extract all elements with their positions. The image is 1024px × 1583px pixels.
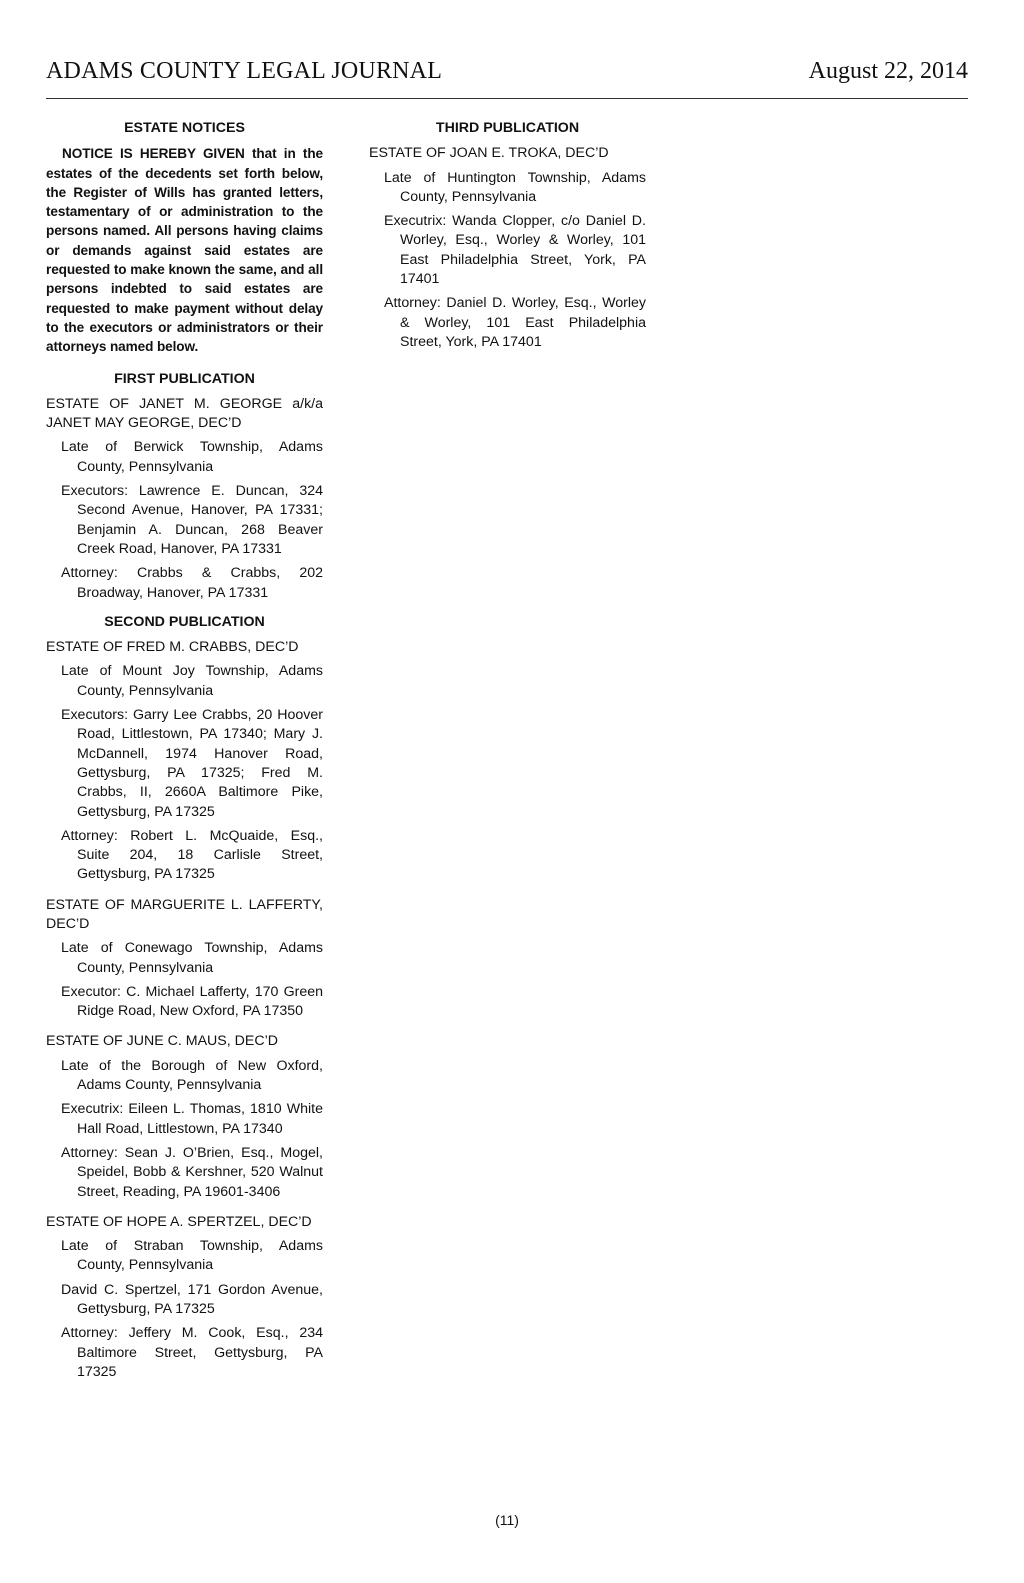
second-publication-heading: SECOND PUBLICATION	[104, 613, 265, 630]
estate-attorney: Attorney: Sean J. O’Brien, Esq., Mogel, Speidel, Bobb & Kershner, 520 Walnut Street, Reading, PA 19601-3406	[61, 1144, 323, 1200]
first-publication-heading: FIRST PUBLICATION	[114, 370, 255, 387]
estate-name: ESTATE OF JANET M. GEORGE a/k/a JANET MAY GEORGE, DEC’D	[46, 395, 323, 432]
estate-attorney: Attorney: Crabbs & Crabbs, 202 Broadway, Hanover, PA 17331	[61, 565, 323, 601]
estate-residence: Late of Huntington Township, Adams County, Pennsylvania	[384, 169, 646, 205]
estate-residence: Late of Mount Joy Township, Adams County, Pennsylvania	[61, 663, 323, 699]
estate-residence: Late of Berwick Township, Adams County, Pennsylvania	[61, 439, 323, 475]
third-publication-heading: THIRD PUBLICATION	[435, 120, 580, 136]
estate-name: ESTATE OF MARGUERITE L. LAFFERTY, DEC’D	[46, 896, 323, 932]
estate-notice	[369, 144, 646, 352]
page-header	[46, 58, 968, 99]
notice-intro: NOTICE IS HEREBY GIVEN that in the estates of the decedents set forth below, the Register of Wills has granted letters, testamentary of or administration to the persons named. All persons having claims or demands against said estates are requested to make known the same, and all persons indebted to said estates are requested to make payment without delay to the executors or administrators or their attorneys named below.	[46, 146, 323, 355]
estate-executors: Executors: Garry Lee Crabbs, 20 Hoover Road, Littlestown, PA 17340; Mary J. McDannell, 1974 Hanover Road, Gettysburg, PA 17325; Fred M. Crabbs, II, 2660A Baltimore Pike, Gettysburg, PA 17325	[61, 707, 323, 820]
estate-executrix: Executrix: Eileen L. Thomas, 1810 White Hall Road, Littlestown, PA 17340	[61, 1101, 323, 1137]
estate-residence: Late of Straban Township, Adams County, Pennsylvania	[61, 1238, 323, 1274]
estate-attorney: Attorney: Daniel D. Worley, Esq., Worley & Worley, 101 East Philadelphia Street, York, PA 17401	[384, 295, 646, 350]
estate-executor: Executor: C. Michael Lafferty, 170 Green Ridge Road, New Oxford, PA 17350	[61, 983, 323, 1020]
estate-name: ESTATE OF HOPE A. SPERTZEL, DEC’D	[46, 1213, 312, 1230]
estate-residence: Late of Conewago Township, Adams County, Pennsylvania	[61, 940, 323, 976]
estate-notice	[46, 638, 323, 885]
estate-residence: Late of the Borough of New Oxford, Adams County, Pennsylvania	[61, 1057, 323, 1094]
journal-title: ADAMS COUNTY LEGAL JOURNAL	[46, 58, 443, 84]
estate-executrix: Executrix: Wanda Clopper, c/o Daniel D. Worley, Esq., Worley & Worley, 101 East Philadelphia Street, York, PA 17401	[384, 213, 646, 288]
estate-notices-heading: ESTATE NOTICES	[124, 120, 245, 136]
estate-name: ESTATE OF JUNE C. MAUS, DEC’D	[46, 1033, 279, 1050]
estate-notice	[46, 395, 323, 603]
estate-representative: David C. Spertzel, 171 Gordon Avenue, Gettysburg, PA 17325	[61, 1281, 323, 1318]
estate-notice	[46, 896, 323, 1022]
estate-attorney: Attorney: Jeffery M. Cook, Esq., 234 Baltimore Street, Gettysburg, PA 17325	[61, 1325, 323, 1380]
estate-attorney: Attorney: Robert L. McQuaide, Esq., Suite 204, 18 Carlisle Street, Gettysburg, PA 17325	[61, 827, 323, 883]
estate-name: ESTATE OF FRED M. CRABBS, DEC’D	[46, 639, 299, 656]
issue-date: August 22, 2014	[808, 58, 968, 84]
estate-notice	[46, 1032, 323, 1201]
estate-executors: Executors: Lawrence E. Duncan, 324 Second Avenue, Hanover, PA 17331; Benjamin A. Duncan, 268 Beaver Creek Road, Hanover, PA 17331	[61, 483, 323, 557]
middle-column	[369, 119, 646, 357]
estate-name: ESTATE OF JOAN E. TROKA, DEC’D	[369, 145, 609, 162]
estate-notice	[46, 1213, 323, 1382]
page-number: (11)	[495, 1512, 519, 1528]
left-column	[46, 119, 323, 1387]
